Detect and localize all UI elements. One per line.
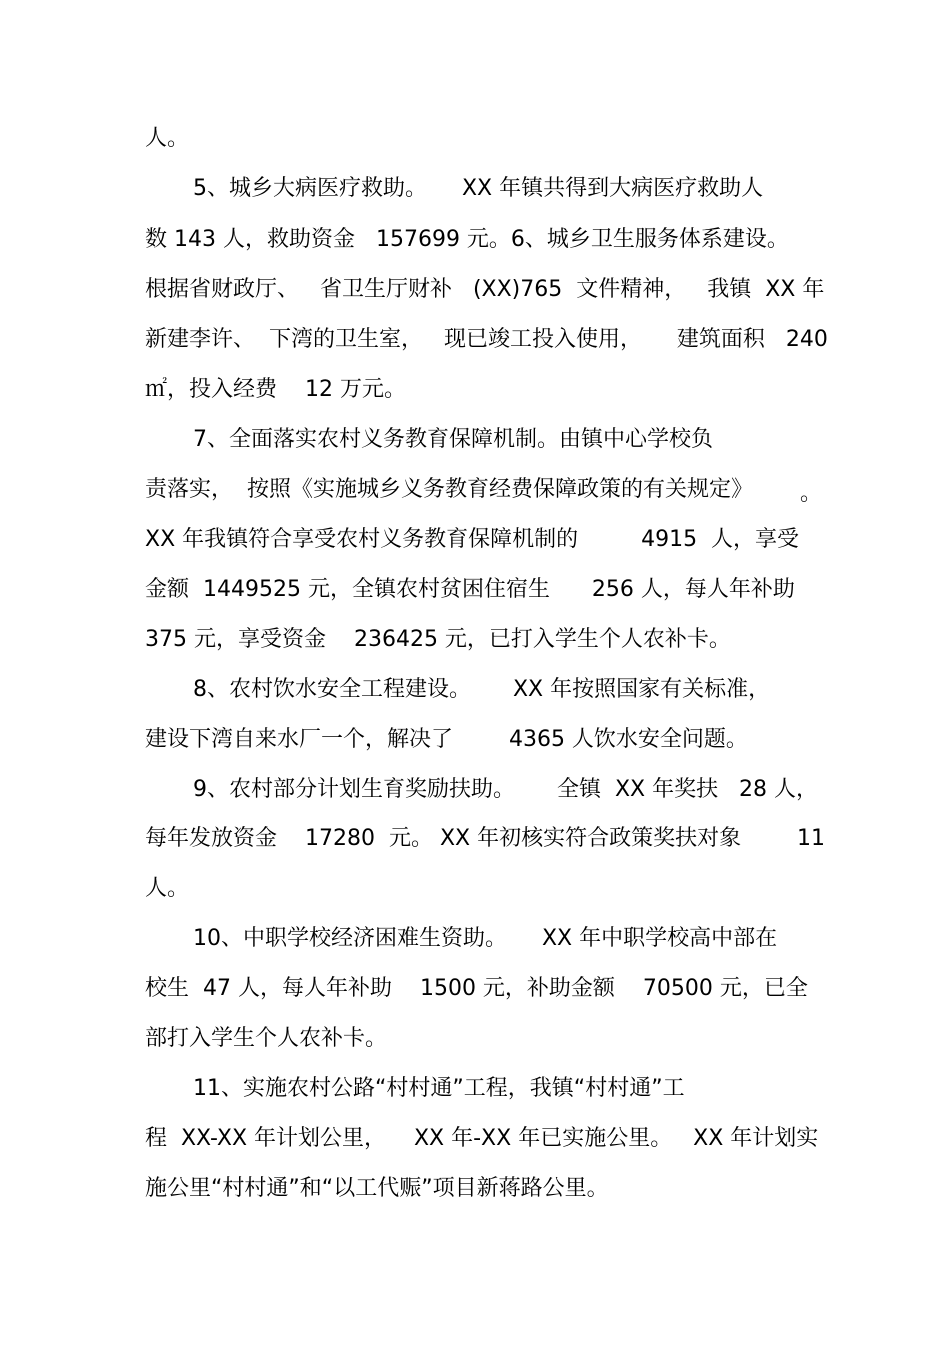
text-line-12: 8、农村饮水安全工程建设。 XX 年按照国家有关标准，: [193, 677, 771, 702]
text-line-9: XX 年我镇符合享受农村义务教育保障机制的 4915 人，享受: [145, 527, 800, 552]
text-line-18: 校生 47 人，每人年补助 1500 元，补助金额 70500 元，已全: [145, 976, 808, 1001]
text-line-1: 人。: [145, 126, 190, 151]
text-line-10: 金额 1449525 元，全镇农村贫困住宿生 256 人，每人年补助: [145, 577, 795, 602]
text-line-7: 7、全面落实农村义务教育保障机制。由镇中心学校负: [193, 427, 713, 452]
text-line-15: 每年发放资金 17280 元。 XX 年初核实符合政策奖扶对象 11: [145, 826, 826, 851]
text-line-17: 10、中职学校经济困难生资助。 XX 年中职学校高中部在: [193, 926, 778, 951]
text-line-16: 人。: [145, 876, 190, 901]
text-line-20: 11、实施农村公路“村村通”工程，我镇“村村通”工: [193, 1076, 685, 1101]
text-line-8: 责落实， 按照《实施城乡义务教育经费保障政策的有关规定》: [145, 477, 753, 502]
text-line-22: 施公里“村村通”和“以工代赈”项目新蒋路公里。: [145, 1176, 609, 1201]
text-line-5: 新建李许、 下湾的卫生室， 现已竣工投入使用， 建筑面积 240: [145, 327, 828, 352]
text-line-4: 根据省财政厅、 省卫生厅财补 (XX)765 文件精神， 我镇 XX 年: [145, 277, 825, 302]
text-line-11: 375 元，享受资金 236425 元，已打入学生个人农补卡。: [145, 627, 731, 652]
text-line-2: 5、城乡大病医疗救助。 XX 年镇共得到大病医疗救助人: [193, 176, 764, 201]
text-line-6: ㎡，投入经费 12 万元。: [145, 377, 406, 402]
text-line-13: 建设下湾自来水厂一个，解决了 4365 人饮水安全问题。: [145, 727, 748, 752]
text-line-14: 9、农村部分计划生育奖励扶助。 全镇 XX 年奖扶 28 人，: [193, 777, 819, 802]
text-line-8b: 。: [800, 481, 823, 506]
text-line-3: 数 143 人，救助资金 157699 元。6、城乡卫生服务体系建设。: [145, 227, 789, 252]
text-line-19: 部打入学生个人农补卡。: [145, 1026, 388, 1051]
text-line-21: 程 XX-XX 年计划公里， XX 年-XX 年已实施公里。 XX 年计划实: [145, 1126, 819, 1151]
